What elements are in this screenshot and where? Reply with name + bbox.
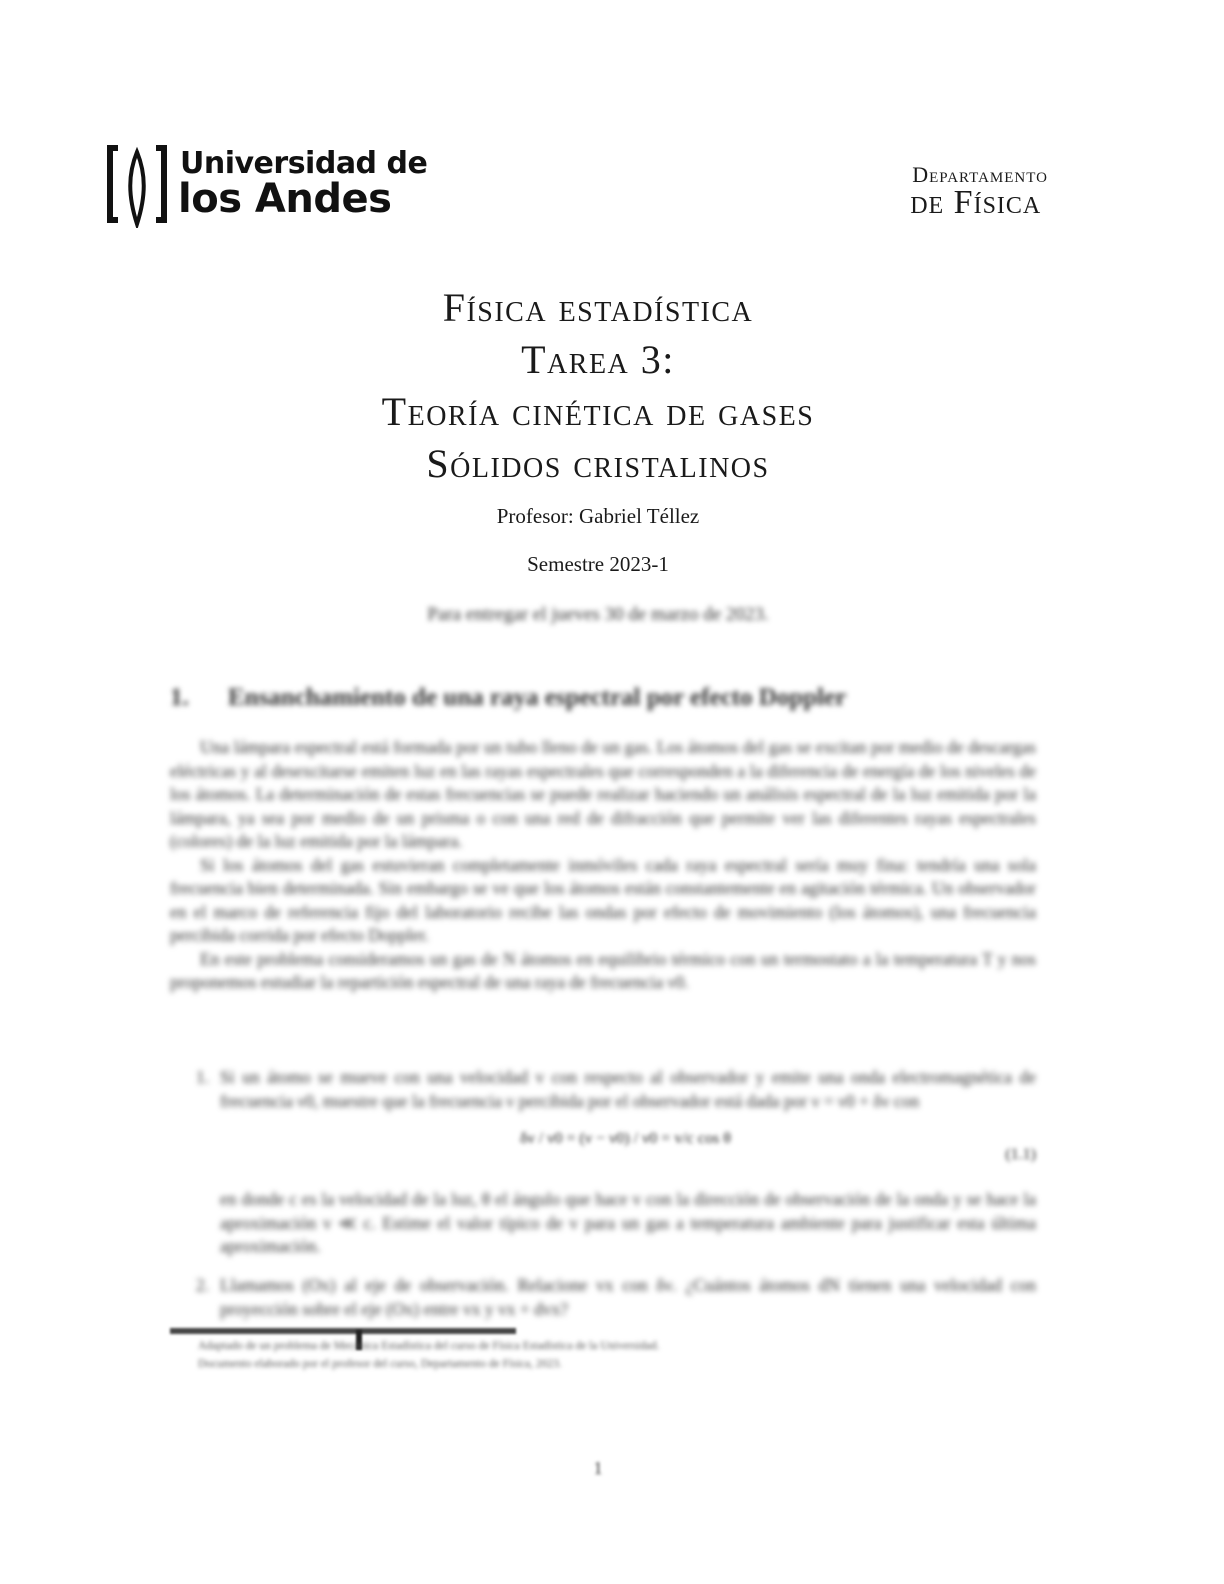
department-line-1: Departamento bbox=[912, 162, 1048, 187]
equation bbox=[520, 1130, 1040, 1180]
department-line-2: de Física bbox=[910, 184, 1042, 221]
item-text: en donde c es la velocidad de la luz, θ el ángulo que hace v con la dirección de observación de la onda y se hace la aproximación v ≪ c. Estime el valor típico de v para un gas a temperatura ambiente para justificar esta última aproximación. bbox=[220, 1189, 1036, 1256]
item-number: 1. bbox=[196, 1067, 210, 1087]
paragraph: Una lámpara espectral está formada por un tubo lleno de un gas. Los átomos del gas se excitan por medio de descargas eléctricas y al desexcitarse emiten luz en las rayas espectrales que corresponden a la diferencia de energía de los niveles de los átomos. La determinación de estas frecuencias se puede realizar haciendo un análisis espectral de la luz emitida por la lámpara, ya sea por medio de un prisma o con una red de difracción que permite ver las diferentes rayas espectrales (colores) de la luz emitida por la lámpara. bbox=[170, 737, 1036, 851]
list-item bbox=[196, 1274, 1036, 1321]
professor-line: Profesor: Gabriel Téllez bbox=[496, 504, 700, 528]
department-header bbox=[910, 162, 1048, 222]
document-title bbox=[0, 282, 1196, 490]
equation-tag: (1.1) bbox=[1005, 1146, 1036, 1163]
title-line: Tarea 3: bbox=[521, 337, 675, 382]
semester-line: Semestre 2023-1 bbox=[527, 552, 669, 576]
footnote-rule bbox=[170, 1328, 516, 1334]
section-title: Ensanchamiento de una raya espectral por efecto Doppler bbox=[228, 684, 847, 711]
footnote: Adaptado de un problema de Mecánica Estadística del curso de Física Estadística de la Universidad. bbox=[198, 1340, 660, 1352]
title-line: Sólidos cristalinos bbox=[426, 441, 770, 486]
section-heading bbox=[170, 684, 1040, 712]
section-number: 1. bbox=[170, 684, 189, 711]
item-text: Si un átomo se mueve con una velocidad v con respecto al observador y emite una onda electromagnética de frecuencia ν0, muestre que la frecuencia ν percibida por el observador está dada por ν = ν0 + δν con bbox=[220, 1067, 1036, 1111]
item-number: 2. bbox=[196, 1275, 210, 1295]
logo-line-1: Universidad de bbox=[180, 146, 428, 181]
page-number: 1 bbox=[593, 1458, 603, 1478]
logo-line-2: los Andes bbox=[178, 176, 392, 222]
body-text bbox=[170, 736, 1036, 995]
footnote: Documento elaborado por el profesor del curso, Departamento de Física, 2023. bbox=[198, 1358, 562, 1370]
equation-body: δν / ν0 = (ν − ν0) / ν0 = v/c cos θ bbox=[520, 1130, 731, 1147]
list-item bbox=[196, 1066, 1036, 1113]
title-line: Física estadística bbox=[442, 285, 754, 330]
title-line: Teoría cinética de gases bbox=[381, 389, 815, 434]
item-text: Llamamos (Ox) al eje de observación. Relacione vx con δν. ¿Cuántos átomos dN tienen una velocidad con proyección sobre el eje (Ox) entre vx y vx + dvx? bbox=[220, 1275, 1036, 1319]
andes-emblem-icon bbox=[106, 144, 168, 228]
university-logo bbox=[106, 142, 428, 232]
paragraph: Si los átomos del gas estuvieran completamente inmóviles cada raya espectral sería muy fina: tendría una sola frecuencia bien determinada. Sin embargo se ve que los átomos están constantemente en agitación térmica. Un observador en el marco de referencia fijo del laboratorio recibe las ondas por efecto de movimiento (los átomos), una frecuencia percibida corrida por efecto Doppler. bbox=[170, 854, 1036, 945]
list-item-continuation bbox=[196, 1188, 1036, 1259]
paragraph: En este problema consideramos un gas de N átomos en equilibrio térmico con un termostato a la temperatura T y nos proponemos estudiar la repartición espectral de una raya de frecuencia ν0. bbox=[170, 948, 1036, 992]
due-date: Para entregar el jueves 30 de marzo de 2023. bbox=[427, 604, 769, 625]
